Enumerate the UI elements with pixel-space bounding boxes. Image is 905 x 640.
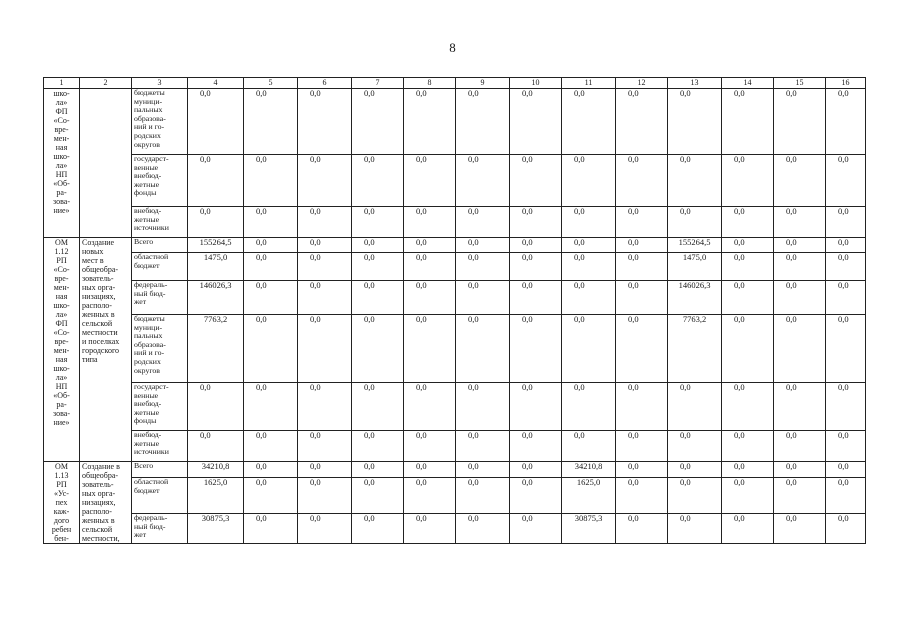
value-cell: 146026,3 [188,281,244,315]
value-cell: 0,0 [616,207,668,238]
value-cell: 0,0 [722,514,774,544]
value-cell: 0,0 [510,155,562,207]
value-cell: 0,0 [774,514,826,544]
value-cell: 0,0 [298,253,352,281]
value-cell: 0,0 [188,207,244,238]
value-cell: 7763,2 [668,315,722,383]
value-cell: 0,0 [404,315,456,383]
value-cell: 0,0 [668,478,722,514]
value-cell: 0,0 [352,514,404,544]
table-row [44,478,866,514]
value-cell: 0,0 [352,315,404,383]
value-cell: 0,0 [722,383,774,431]
value-cell: 0,0 [298,281,352,315]
column-header: 7 [352,78,404,89]
column-header: 13 [668,78,722,89]
value-cell: 0,0 [352,478,404,514]
value-cell: 0,0 [826,431,866,462]
value-cell: 0,0 [616,89,668,155]
value-cell: 0,0 [456,89,510,155]
value-cell: 0,0 [244,207,298,238]
value-cell: 0,0 [352,281,404,315]
table-row [44,315,866,383]
funding-source-cell: Всего [132,462,188,478]
value-cell: 0,0 [510,462,562,478]
value-cell: 1475,0 [188,253,244,281]
measure-code-cell: шко- ла» ФП «Со- вре- мен- ная шко- ла» НП «Об- ра- зова- ние» [44,89,80,238]
value-cell: 0,0 [668,514,722,544]
value-cell: 0,0 [244,155,298,207]
column-header: 2 [80,78,132,89]
value-cell: 155264,5 [188,238,244,253]
value-cell: 0,0 [774,89,826,155]
value-cell: 0,0 [826,462,866,478]
value-cell: 0,0 [510,315,562,383]
funding-source-cell: Всего [132,238,188,253]
funding-source-cell: областной бюджет [132,478,188,514]
value-cell: 7763,2 [188,315,244,383]
value-cell: 0,0 [244,514,298,544]
column-header: 12 [616,78,668,89]
value-cell: 0,0 [774,383,826,431]
value-cell: 0,0 [244,89,298,155]
value-cell: 146026,3 [668,281,722,315]
value-cell: 155264,5 [668,238,722,253]
value-cell: 0,0 [616,253,668,281]
value-cell: 0,0 [188,155,244,207]
value-cell: 0,0 [510,89,562,155]
value-cell: 0,0 [774,462,826,478]
measure-name-cell: Создание новых мест в общеобра- зователь- ных орга- низациях, располо- женных в сельской местности и поселках городского типа [80,238,132,462]
value-cell: 0,0 [352,89,404,155]
value-cell: 0,0 [562,383,616,431]
value-cell: 1475,0 [668,253,722,281]
value-cell: 0,0 [668,207,722,238]
value-cell: 0,0 [616,155,668,207]
value-cell: 0,0 [562,253,616,281]
measure-name-cell: Создание в общеобра- зователь- ных орга- низациях, располо- женных в сельской местности, [80,462,132,544]
value-cell: 0,0 [616,238,668,253]
value-cell: 0,0 [352,238,404,253]
table-row [44,383,866,431]
value-cell: 0,0 [562,155,616,207]
value-cell: 0,0 [826,238,866,253]
value-cell: 0,0 [352,462,404,478]
table-row [44,207,866,238]
funding-source-cell: федераль- ный бюд- жет [132,514,188,544]
value-cell: 0,0 [616,281,668,315]
table-row [44,155,866,207]
value-cell: 0,0 [510,207,562,238]
value-cell: 0,0 [510,253,562,281]
value-cell: 0,0 [404,238,456,253]
value-cell: 0,0 [298,155,352,207]
value-cell: 0,0 [404,431,456,462]
value-cell: 0,0 [562,207,616,238]
value-cell: 0,0 [562,89,616,155]
value-cell: 34210,8 [188,462,244,478]
value-cell: 0,0 [826,383,866,431]
value-cell: 0,0 [616,431,668,462]
value-cell: 0,0 [722,315,774,383]
value-cell: 0,0 [826,89,866,155]
value-cell: 0,0 [298,315,352,383]
measure-code-cell: ОМ 1.13 РП «Ус- пех каж- дого ребен бен- [44,462,80,544]
column-header: 14 [722,78,774,89]
value-cell: 0,0 [616,462,668,478]
value-cell: 0,0 [722,238,774,253]
value-cell: 0,0 [352,155,404,207]
value-cell: 0,0 [826,478,866,514]
column-header: 5 [244,78,298,89]
value-cell: 0,0 [668,462,722,478]
column-header: 10 [510,78,562,89]
value-cell: 0,0 [774,207,826,238]
value-cell: 0,0 [826,514,866,544]
value-cell: 0,0 [722,478,774,514]
value-cell: 0,0 [456,383,510,431]
value-cell: 0,0 [404,383,456,431]
funding-source-cell: внебюд- жетные источники [132,207,188,238]
value-cell: 0,0 [456,253,510,281]
value-cell: 0,0 [404,514,456,544]
value-cell: 1625,0 [562,478,616,514]
value-cell: 0,0 [510,281,562,315]
value-cell: 0,0 [404,207,456,238]
value-cell: 0,0 [722,155,774,207]
value-cell: 0,0 [456,315,510,383]
table-row [44,462,866,478]
value-cell: 0,0 [562,431,616,462]
value-cell: 0,0 [244,478,298,514]
funding-source-cell: федераль- ный бюд- жет [132,281,188,315]
value-cell: 0,0 [298,238,352,253]
value-cell: 0,0 [456,514,510,544]
value-cell: 0,0 [774,478,826,514]
value-cell: 0,0 [456,238,510,253]
table-row [44,281,866,315]
value-cell: 30875,3 [562,514,616,544]
value-cell: 0,0 [722,281,774,315]
table-row [44,89,866,155]
table-row [44,514,866,544]
column-header: 16 [826,78,866,89]
value-cell: 0,0 [510,431,562,462]
value-cell: 0,0 [404,478,456,514]
funding-source-cell: областной бюджет [132,253,188,281]
value-cell: 0,0 [456,478,510,514]
value-cell: 0,0 [668,155,722,207]
value-cell: 34210,8 [562,462,616,478]
column-header: 4 [188,78,244,89]
table-row [44,238,866,253]
value-cell: 0,0 [298,514,352,544]
value-cell: 0,0 [826,281,866,315]
value-cell: 0,0 [456,281,510,315]
funding-source-cell: бюджеты муници- пальных образова- ний и го- родских округов [132,315,188,383]
table-row [44,431,866,462]
value-cell: 0,0 [722,89,774,155]
value-cell: 0,0 [722,207,774,238]
table-row [44,253,866,281]
value-cell: 0,0 [188,383,244,431]
value-cell: 0,0 [352,431,404,462]
value-cell: 0,0 [774,253,826,281]
column-header: 1 [44,78,80,89]
value-cell: 0,0 [562,238,616,253]
value-cell: 0,0 [456,155,510,207]
value-cell: 0,0 [298,207,352,238]
value-cell: 0,0 [510,478,562,514]
header-row [44,78,866,89]
value-cell: 0,0 [244,383,298,431]
value-cell: 0,0 [668,383,722,431]
value-cell: 0,0 [616,478,668,514]
column-header: 15 [774,78,826,89]
value-cell: 0,0 [244,281,298,315]
value-cell: 0,0 [456,462,510,478]
value-cell: 0,0 [188,431,244,462]
value-cell: 0,0 [404,253,456,281]
budget-table [43,77,866,544]
value-cell: 0,0 [510,383,562,431]
value-cell: 0,0 [456,431,510,462]
value-cell: 0,0 [298,431,352,462]
funding-source-cell: бюджеты муници- пальных образова- ний и го- родских округов [132,89,188,155]
page-number: 8 [449,40,456,55]
value-cell: 0,0 [188,89,244,155]
value-cell: 0,0 [616,383,668,431]
value-cell: 0,0 [826,315,866,383]
funding-source-cell: внебюд- жетные источники [132,431,188,462]
value-cell: 0,0 [562,315,616,383]
value-cell: 0,0 [244,238,298,253]
value-cell: 0,0 [244,253,298,281]
value-cell: 0,0 [826,253,866,281]
value-cell: 0,0 [562,281,616,315]
column-header: 11 [562,78,616,89]
value-cell: 0,0 [510,238,562,253]
value-cell: 0,0 [404,155,456,207]
value-cell: 0,0 [510,514,562,544]
value-cell: 0,0 [774,238,826,253]
column-header: 8 [404,78,456,89]
column-header: 6 [298,78,352,89]
value-cell: 0,0 [404,462,456,478]
value-cell: 0,0 [298,462,352,478]
value-cell: 0,0 [298,478,352,514]
value-cell: 0,0 [404,281,456,315]
value-cell: 0,0 [668,89,722,155]
value-cell: 0,0 [404,89,456,155]
value-cell: 0,0 [616,514,668,544]
value-cell: 0,0 [826,207,866,238]
value-cell: 0,0 [352,207,404,238]
value-cell: 0,0 [722,253,774,281]
value-cell: 0,0 [244,431,298,462]
value-cell: 0,0 [456,207,510,238]
value-cell: 0,0 [244,462,298,478]
value-cell: 0,0 [826,155,866,207]
column-header: 3 [132,78,188,89]
funding-source-cell: государст- венные внебюд- жетные фонды [132,383,188,431]
measure-name-cell [80,89,132,238]
value-cell: 0,0 [774,281,826,315]
funding-source-cell: государст- венные внебюд- жетные фонды [132,155,188,207]
value-cell: 0,0 [616,315,668,383]
measure-code-cell: ОМ 1.12 РП «Со- вре- мен- ная шко- ла» ФП «Со- вре- мен- ная шко- ла» НП «Об- ра- зова- ние» [44,238,80,462]
value-cell: 0,0 [352,253,404,281]
value-cell: 0,0 [668,431,722,462]
value-cell: 30875,3 [188,514,244,544]
column-header: 9 [456,78,510,89]
value-cell: 0,0 [244,315,298,383]
value-cell: 0,0 [298,89,352,155]
value-cell: 0,0 [774,155,826,207]
value-cell: 0,0 [774,315,826,383]
value-cell: 1625,0 [188,478,244,514]
value-cell: 0,0 [722,431,774,462]
value-cell: 0,0 [298,383,352,431]
value-cell: 0,0 [722,462,774,478]
value-cell: 0,0 [352,383,404,431]
value-cell: 0,0 [774,431,826,462]
